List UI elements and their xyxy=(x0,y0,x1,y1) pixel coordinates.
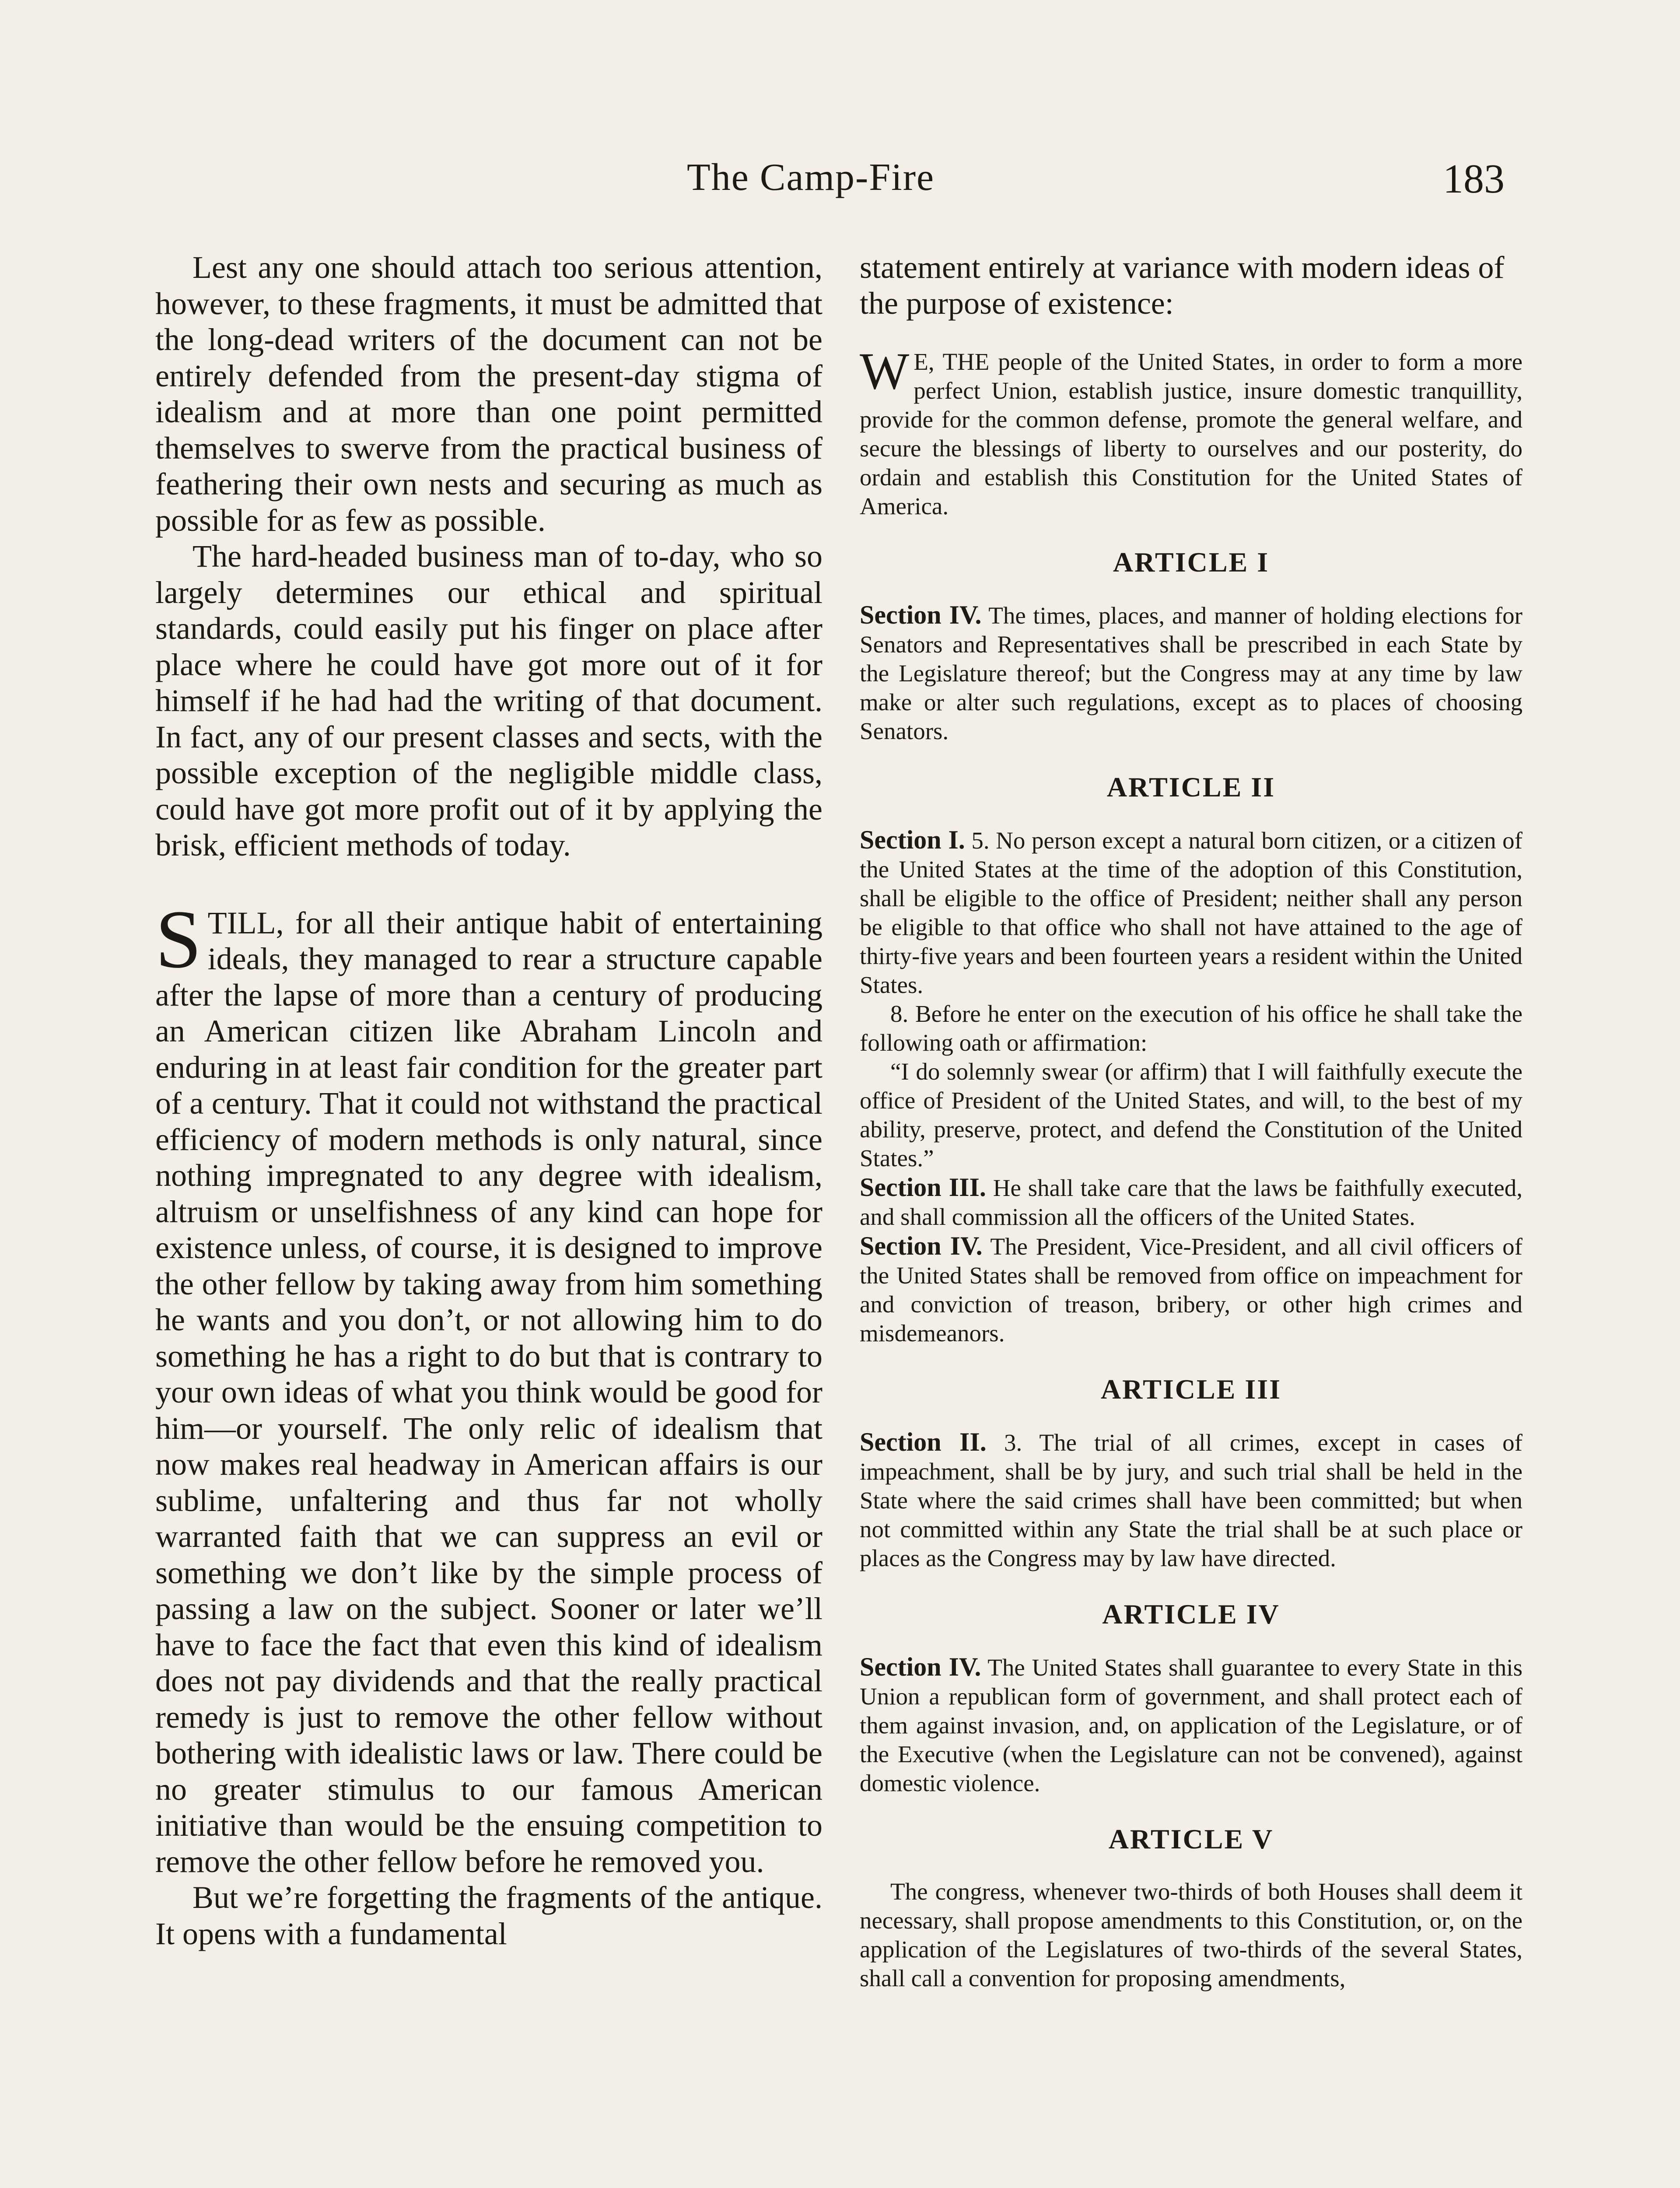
drop-cap: S xyxy=(155,893,202,985)
right-column xyxy=(860,249,1522,1993)
paragraph-3-text: TILL, for all their antique habit of entertaining ideals, they managed to rear a structure capable after the lapse of more than a century of producing an American citizen like Abraham Lincoln and enduring in at least fair condition for the greater part of a century. That it could not withstand the practical efficiency of modern methods is only natural, since nothing impregnated to any degree with idealism, altruism or unselfishness of any kind can hope for existence unless, of course, it is designed to improve the other fellow by taking away from him something he wants and you don’t, or not allowing him to do something he has a right to do but that is contrary to your own ideas of what you think would be good for him—or yourself. The only relic of idealism that now makes real headway in American affairs is our sublime, unfaltering and thus far not wholly warranted faith that we can suppress an evil or something we don’t like by the simple process of passing a law on the subject. Sooner or later we’ll have to face the fact that even this kind of idealism does not pay dividends and that the really practical remedy is just to remove the other fellow without bothering with idealistic laws or law. There could be no greater stimulus to our famous American initiative than would be the ensuing competition to remove the other fellow before he removed you. xyxy=(155,905,822,1879)
section-label: Section I. xyxy=(860,825,965,854)
article-5-heading: ARTICLE V xyxy=(1108,1823,1274,1855)
left-column xyxy=(155,249,822,1952)
paragraph-4: But we’re forgetting the fragments of the antique. It opens with a fundamental xyxy=(155,1880,822,1951)
article-3-section xyxy=(860,1427,1522,1573)
section-label: Section IV. xyxy=(860,600,982,629)
section-label: Section IV. xyxy=(860,1231,983,1260)
section-label: Section IV. xyxy=(860,1652,981,1681)
page-number: 183 xyxy=(1443,156,1505,202)
paragraph-2: The hard-headed business man of to-day, who so largely determines our ethical and spiritual standards, could easily put his finger on place after place where he could have got more out of it for himself if he had had the writing of that document. In fact, any of our present classes and sects, with the possible exception of the negligible middle class, could have got more profit out of it by applying the brisk, efficient methods of today. xyxy=(155,539,822,863)
article-3-heading: ARTICLE III xyxy=(1100,1374,1282,1405)
article-2-heading: ARTICLE II xyxy=(1106,771,1276,803)
section-text: 3. The trial of all crimes, except in cases of impeachment, shall be by jury, and such trial shall be held in the State where the said crimes shall have been committed; but when not committed within any State the trial shall be at such place or places as the Congress may by law have directed. xyxy=(860,1429,1522,1571)
section-text: The United States shall guarantee to every State in this Union a republican form of government, and shall protect each of them against invasion, and, on application of the Legislature, or of the Executive (when the Legislature can not be convened), against domestic violence. xyxy=(860,1654,1522,1796)
paragraph-3 xyxy=(155,893,822,1880)
section-text: 5. No person except a natural born citizen, or a citizen of the United States at the time of the adoption of this Constitution, shall be eligible to the office of President; neither shall any person be eligible to that office who shall not have attained to the age of thirty-five years and been fourteen years a resident within the United States. xyxy=(860,827,1522,998)
article-2-oath: “I do solemnly swear (or affirm) that I will faithfully execute the office of President of the United States, and will, to the best of my ability, preserve, protect, and defend the Constitution of the United States.” xyxy=(860,1058,1522,1171)
section-label: Section II. xyxy=(860,1427,987,1456)
article-4-section xyxy=(860,1652,1522,1798)
right-intro: statement entirely at variance with modern ideas of the purpose of existence: xyxy=(860,250,1505,321)
article-2-clause-8: 8. Before he enter on the execution of his office he shall take the following oath or affirmation: xyxy=(860,1000,1522,1056)
page-header xyxy=(0,155,1680,212)
section-label: Section III. xyxy=(860,1173,986,1202)
running-title: The Camp-Fire xyxy=(687,156,935,199)
preamble-drop-cap: W xyxy=(860,342,910,400)
paragraph-1: Lest any one should attach too serious attention, however, to these fragments, it must be admitted that the long-dead writers of the document can not be entirely defended from the present-day stigma of idealism and at more than one point permitted themselves to swerve from the practical business of feathering their own nests and securing as much as possible for as few as possible. xyxy=(155,250,822,538)
preamble xyxy=(860,342,1522,521)
article-2-section-4 xyxy=(860,1231,1522,1348)
section-text: He shall take care that the laws be faithfully executed, and shall commission all the officers of the United States. xyxy=(860,1175,1523,1230)
article-5-text: The congress, whenever two-thirds of both Houses shall deem it necessary, shall propose amendments to this Constitution, or, on the application of the Legislatures of two-thirds of the several States, shall call a convention for proposing amendments, xyxy=(860,1878,1522,1992)
article-4-heading: ARTICLE IV xyxy=(1102,1599,1280,1630)
section-text: The President, Vice-President, and all civil officers of the United States shall be removed from office on impeachment for and conviction of treason, bribery, or other high crimes and misdemeanors. xyxy=(860,1233,1522,1346)
article-2-section-1 xyxy=(860,825,1522,999)
article-2-section-3 xyxy=(860,1173,1522,1231)
section-text: The times, places, and manner of holding elections for Senators and Representatives shall be prescribed in each State by the Legislature thereof; but the Congress may at any time by law make or alter such regulations, except as to places of choosing Senators. xyxy=(860,602,1522,744)
article-1-heading: ARTICLE I xyxy=(1113,547,1270,578)
preamble-text: E, THE people of the United States, in order to form a more perfect Union, establish justice, insure domestic tranquillity, provide for the common defense, promote the general welfare, and secure the blessings of liberty to ourselves and our posterity, do ordain and establish this Constitution for the United States of America. xyxy=(860,348,1522,519)
article-1-section xyxy=(860,600,1522,746)
